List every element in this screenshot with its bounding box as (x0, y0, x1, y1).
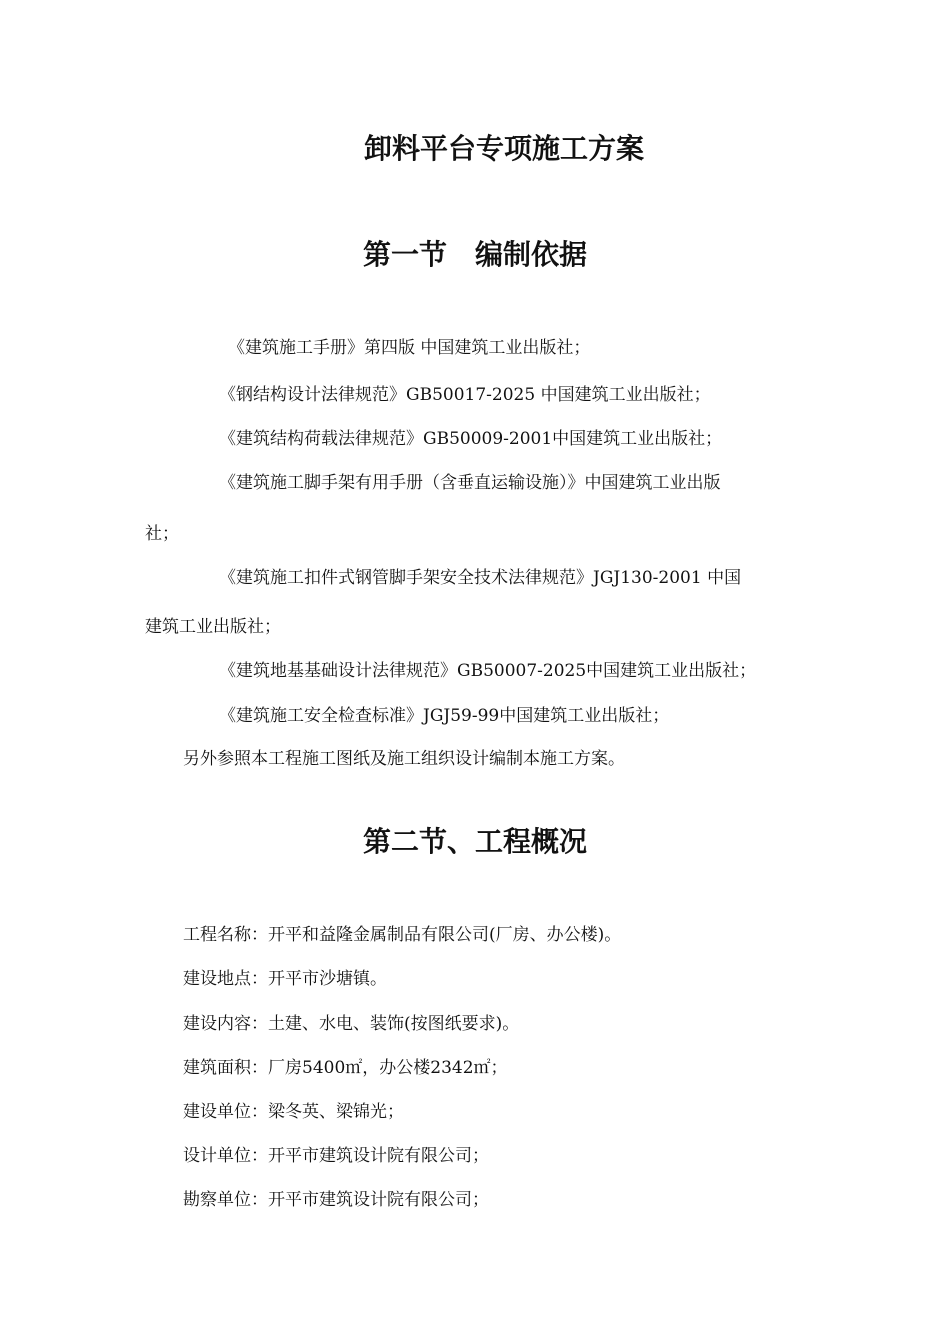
overview-item-project-name: 工程名称：开平和益隆金属制品有限公司(厂房、办公楼)。 (183, 925, 622, 945)
overview-item-designer: 设计单位：开平市建筑设计院有限公司； (183, 1146, 489, 1166)
reference-item: 《建筑施工手册》第四版 中国建筑工业出版社； (228, 338, 591, 358)
overview-item-area: 建筑面积：厂房5400㎡，办公楼2342㎡； (183, 1058, 508, 1078)
overview-item-surveyor: 勘察单位：开平市建筑设计院有限公司； (183, 1190, 489, 1210)
document-title: 卸料平台专项施工方案 (363, 132, 644, 165)
reference-item-continued: 社； (145, 524, 179, 544)
reference-item: 《建筑施工安全检查标准》JGJ59-99中国建筑工业出版社； (219, 706, 670, 726)
section-heading-basis: 第一节 编制依据 (362, 238, 587, 271)
reference-item: 《建筑施工扣件式钢管脚手架安全技术法律规范》JGJ130-2001 中国 (219, 568, 742, 588)
overview-item-content: 建设内容：土建、水电、装饰(按图纸要求)。 (183, 1014, 520, 1034)
section-heading-overview: 第二节、工程概况 (362, 825, 587, 858)
basis-note: 另外参照本工程施工图纸及施工组织设计编制本施工方案。 (183, 749, 625, 769)
reference-item-continued: 建筑工业出版社； (145, 617, 281, 637)
overview-item-owner: 建设单位：梁冬英、梁锦光； (183, 1102, 404, 1122)
reference-item: 《钢结构设计法律规范》GB50017-2025 中国建筑工业出版社； (219, 385, 711, 405)
reference-item: 《建筑施工脚手架有用手册（含垂直运输设施）》中国建筑工业出版 (219, 473, 721, 493)
reference-item: 《建筑结构荷载法律规范》GB50009-2001中国建筑工业出版社； (219, 429, 723, 449)
overview-item-location: 建设地点：开平市沙塘镇。 (183, 969, 387, 989)
reference-item: 《建筑地基基础设计法律规范》GB50007-2025中国建筑工业出版社； (219, 661, 757, 681)
